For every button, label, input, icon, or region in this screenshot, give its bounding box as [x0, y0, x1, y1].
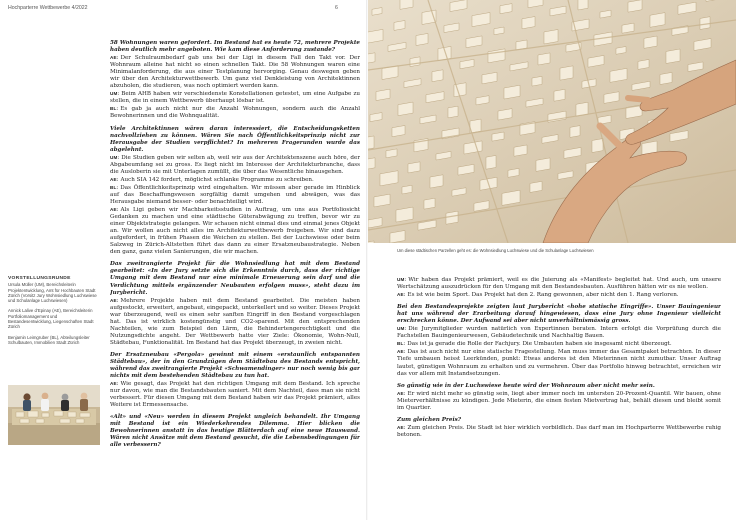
interview-question: Viele Architektinnen wären daran interessiert, die Entscheidungsketten nachvollziehen zu können. Wären Sie nach Öffentlichkeitsprinzip nicht zur Herausgabe der Studien verpflichtet? In mehreren Fragerunden wurde das abgelehnt.	[110, 125, 360, 153]
speaker-abbr: AE:	[397, 349, 406, 355]
answer-text: Das Öffentlichkeitsprinzip wird eingehalten. Wir müssen aber gerade im Hinblick auf das Beschaffungswesen sorgfältig damit umgehen und abwägen, was das Herausgabe niemand besser- oder benachteiligt wird.	[110, 184, 360, 205]
speaker-abbr: UM:	[110, 154, 120, 160]
site-model-photo	[368, 0, 736, 243]
interview-answer	[110, 176, 360, 184]
speaker-abbr: AE:	[397, 424, 406, 430]
answer-text: Er wird nicht mehr so günstig sein, liegt aber immer noch im untersten 20-Prozent-Quantil. Wir bauen, ohne Mieterverhältnisse zu kündigen. Jede Mieterin, die einen festen Mietvertrag hat, behält diesen und bleibt somit im Quartier.	[397, 390, 721, 411]
answer-text: Wie gesagt, das Projekt hat den richtigen Umgang mit dem Bestand. Ich spreche nur davon, wie man die Bestandsbauten saniert. Mit dem Nachteil, dass man sie nicht verbessert. Für diesen Umgang mit dem Bestand haben wir das Projekt prämiert, alles Weitere ist Ermessensache.	[110, 381, 360, 409]
speaker-abbr: BL:	[397, 341, 406, 347]
interview-answer	[110, 206, 360, 256]
interview-answer	[397, 340, 721, 348]
interview-column-left	[110, 40, 360, 518]
answer-text: Es gab ja auch nicht nur die Anzahl Wohnungen, sondern auch die Anzahl Bewohnerinnen und die Wohnqualität.	[110, 106, 360, 120]
interview-question: «Alt» und «Neu» werden in diesem Projekt ungleich behandelt. Ihr Umgang mit Bestand ist ein Wiederkehrendes Dilemma. Hier blicken die Bewohnerinnen anstatt in das heutige Blätterdach auf eine neue Hauswand. Wären nicht Ansätze mit dem Bestand gesucht, die die Lebensbedingungen für alle verbessern?	[110, 414, 360, 449]
speaker-abbr: UM:	[397, 326, 407, 332]
speaker-abbr: UM:	[110, 91, 120, 97]
speaker-abbr: AE:	[110, 55, 119, 61]
sidebar-heading: VORSTELLUNGSRUNDE	[8, 276, 71, 281]
answer-text: Mehrere Projekte haben mit dem Bestand gearbeitet. Die meisten haben aufgestockt, erweitert, angebaut, eingepackt, unterkellert und so weiter. Dieses Projekt war überzeugend, weil es einen sehr sanften Eingriff in den Bestand vorgeschlagen hat. Das ist wirklich kostengünstig und CO2-sparend. Mit den entsprechenden Nachteilen, wie zum Beispiel den Lärm, die Behindertengerechtigkeit und die Nutzungsdichte angeht. Der Wettbewerb hatte vier Ziele: Ökonomie, Wohn-Null, Städtebau, Funktionalität. Im Bestand hat das Projekt überzeugt, in zweien nicht.	[110, 297, 360, 346]
sidebar-participants	[8, 276, 100, 350]
interview-answer	[397, 325, 721, 340]
speaker-abbr: AE:	[397, 292, 406, 298]
interview-question: Der Ersatzneubau «Pergola» gewinnt mit einem «erstaunlich entspannten Städtebau», der in den Grundzügen dem Städtebau des Bestands entspricht, während das zweitrangierte Projekt «Schwamendinger» nur noch wenig bis gar nichts mit dem bestehenden Städtebau zu tun hat.	[110, 351, 360, 380]
speaker-abbr: BL:	[110, 184, 119, 190]
answer-text: Wir haben das Projekt prämiert, weil es die Juierung als «Manifest» begleitet hat. Und auch, um unsere Wertschätzung auszudrücken für den Umgang mit den Bestandesbauten. Ausführen hätten wir es nie wollen.	[397, 277, 721, 291]
speaker-abbr: UM:	[397, 277, 407, 282]
interview-question: So günstig wie in der Luchswiese heute wird der Wohnraum aber nicht mehr sein.	[397, 382, 655, 389]
interview-answer	[397, 291, 721, 299]
speaker-abbr: AE:	[110, 381, 119, 387]
speaker-abbr: AE:	[397, 390, 406, 396]
participant-entry: Ursula Müller (UM), Bereichsleiterin Projektentwicklung, Amt für Hochbauten Stadt Zürich (Vorsitz Jury Wohnsiedlung Luchswiese und Schulanlage Luchswiesen)	[8, 282, 97, 304]
interview-answer	[397, 390, 721, 412]
page-number: 6	[335, 5, 338, 11]
running-header: Hochparterre Wettbewerbe 4/2022	[8, 5, 88, 11]
right-page	[368, 0, 736, 520]
participant-entry: Benjamin Leimgruber (BL), Abteilungsleiter Schulbauten, Immobilien Stadt Zürich	[8, 334, 90, 345]
participant-entry: Annick Lalive d’Epinay (AE), Bereichsleiterin Portfoliomanagement und Bestandesentwicklung, Liegenschaften Stadt Zürich	[8, 308, 94, 330]
answer-text: Das ist auch nicht nur eine statische Fragestellung. Man muss immer das Gesamtpaket betrachten. In dieser Tiefe umbauen heisst Leerkünden, punkt: Etwas anderes ist den Mieterinnen nicht zumutbar. Unser Auftrag lautet, günstigen Wohnraum zu erhalten und zu vermehren. Über das Portfolio hinweg betrachtet, erreichen wir das vor allem mit Instandsetzungen.	[397, 349, 721, 377]
interview-answer	[397, 276, 721, 291]
speaker-abbr: AE:	[110, 207, 119, 213]
photo-caption: Um diese städtischen Parzellen geht es: die Wohnsiedlung Luchswiese und die Schulanlage Luchswiesen	[397, 248, 594, 253]
speaker-abbr: AE:	[110, 297, 119, 303]
interview-answer	[397, 348, 721, 377]
jury-meeting-photo	[8, 385, 100, 445]
answer-text: Der Schulraumbedarf gab uns bei der Ligi in diesem Fall den Takt vor. Der Wohnraum alleine hat nicht so einen schnellen Takt. Die 58 Wohnungen waren eine Minimalanforderung, die aus einer Testplanung hervorging. Genau deswegen geben wir über den Architekturwettbewerb. Um ganz viel Denkleistung von Architektinnen abzuholen, die studieren, was noch optimiert werden kann.	[110, 55, 360, 90]
answer-text: Als Ligi geben wir Machbarkeitsstudien in Auftrag, um uns aus Portfoliosicht Gedanken zu machen und eine städtische Güterabwägung zu treffen, bevor wir zu einer Objektstrategie gelangen. Wir schauen nicht einmal dies und einmal jenes Objekt an. Wir wollen auch nicht alles im Architekturwettbewerb freigeben. Wir sind dazu aufgefordert, in frühen Phasen die Weichen zu stellen. Bei der Luchswiese oder beim Salzweg in Zürich-Altstetten führt das dann zu einer Ersatzneubaustrategie. Neben den ganz, ganz vielen Sanierungen, die wir machen.	[110, 207, 360, 256]
interview-question: Bei den Bestandesprojekte zeigten laut Jurybericht «hohe statische Eingriffe». Unser Bauingenieur hat uns während der Erarbeitung darauf hingewiesen, dass eine Jury ohne Ingenieur vielleicht erschrecken könne. Der Aufwand sei aber nicht unverhältnismässig gross.	[397, 304, 721, 325]
interview-answer	[110, 297, 360, 347]
interview-answer	[110, 54, 360, 90]
answer-text: Die Jurymitglieder wurden natürlich von Expertinnen beraten. Intern erfolgt die Vorprüfung durch die Fachstellen Bauingenieurwesen, Gebäudetechnik und Nachhaltig Bauen.	[397, 326, 721, 340]
interview-answer	[110, 184, 360, 206]
interview-column-right	[397, 276, 721, 518]
interview-answer	[110, 90, 360, 105]
interview-question: 58 Wohnungen waren gefordert. Im Bestand hat es heute 72, mehrere Projekte haben deutlich mehr angeboten. Wie kam diese Anforderung zustande?	[110, 40, 360, 54]
interview-answer	[110, 105, 360, 120]
speaker-abbr: BL:	[110, 106, 119, 112]
answer-text: Beim AHB haben wir verschiedenste Konstellationen getestet, um eine Aufgabe zu stellen, die in einem Wettbewerb überhaupt lösbar ist.	[110, 91, 360, 105]
interview-answer	[110, 380, 360, 409]
interview-answer	[110, 154, 360, 176]
answer-text: Die Studien geben wir selten ab, weil wir aus der Architektenszene auch höre, der Abgabeumfang sei zu gross. Es liegt nicht im Interesse der Architekturbranche, dass die Ausloberin sie mit Unterlagen zumüllt, die über das Wesentliche hinausgehen.	[110, 154, 360, 175]
answer-text: Auch SIA 142 fordert, möglichst schlanke Programme zu schreiben.	[120, 176, 314, 183]
speaker-abbr: AE:	[110, 176, 119, 182]
answer-text: Zum gleichen Preis. Die Stadt ist hier wirklich vorbildlich. Das darf man im Hochparterre Wettbewerbe ruhig betonen.	[397, 424, 721, 438]
answer-text: Das ist ja gerade die Rolle der Fachjury. Die Umbauten haben sie insgesamt nicht überzeugt.	[407, 341, 672, 348]
interview-question: Zum gleichen Preis?	[397, 416, 462, 423]
answer-text: Es ist wie beim Sport. Das Projekt hat den 2. Rang gewonnen, aber nicht den 1. Rang verloren.	[407, 292, 679, 299]
interview-answer	[397, 424, 721, 439]
interview-question: Das zweitrangierte Projekt für die Wohnsiedlung hat mit dem Bestand gearbeitet: «In der Jury setzte sich die Erkenntnis durch, dass der richtige Umgang mit dem Bestand nur eine minimale Erneuerung sein darf und die Verdichtung mittels ergänzender Neubauten erfolgen muss», steht dazu im Jurybericht.	[110, 261, 360, 296]
